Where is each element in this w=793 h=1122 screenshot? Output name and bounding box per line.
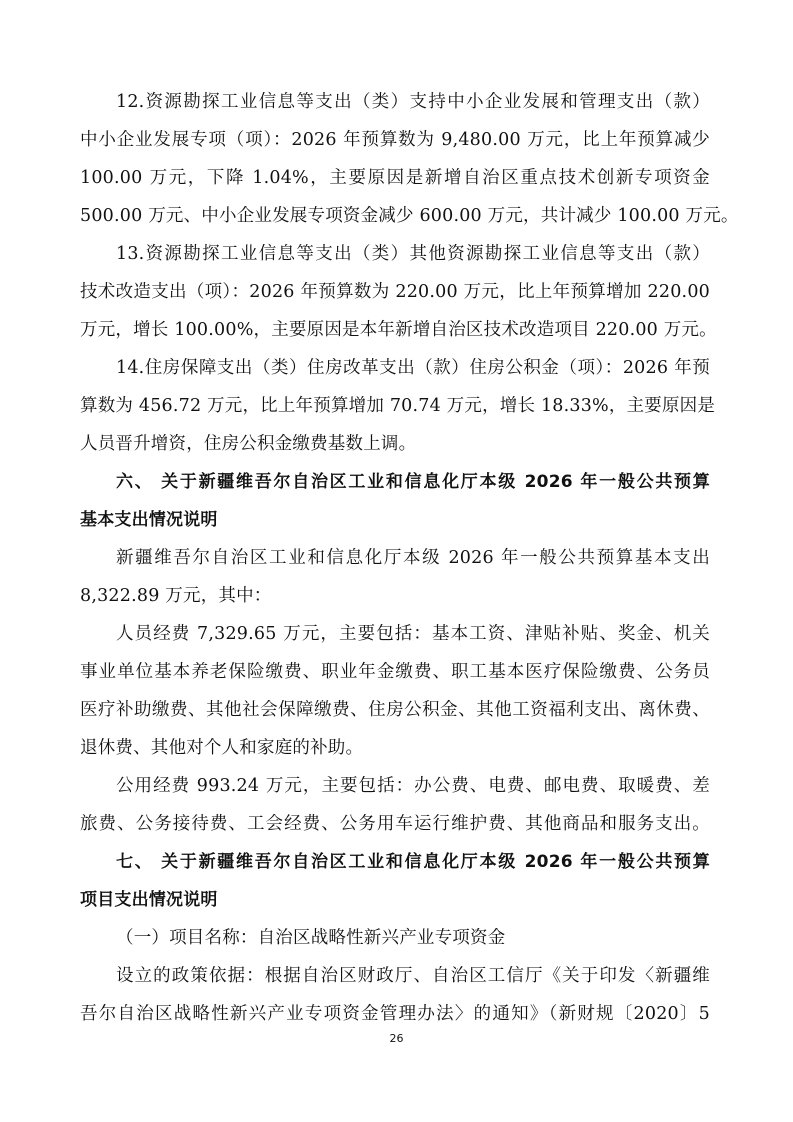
public-line-2: 旅费、公务接待费、工会经费、公务用车运行维护费、其他商品和服务支出。 bbox=[80, 814, 710, 834]
policy-line-2: 吾尔自治区战略性新兴产业专项资金管理办法〉的通知》（新财规〔2020〕5 bbox=[80, 1004, 710, 1024]
personnel-line-2: 事业单位基本养老保险缴费、职业年金缴费、职工基本医疗保险缴费、公务员 bbox=[80, 662, 710, 682]
policy-line-1: 设立的政策依据：根据自治区财政厅、自治区工信厅《关于印发〈新疆维 bbox=[116, 966, 710, 986]
section-7-heading-line-2: 项目支出情况说明 bbox=[80, 890, 218, 910]
project-name: （一）项目名称：自治区战略性新兴产业专项资金 bbox=[116, 928, 506, 948]
section-6-heading-line-1: 六、 关于新疆维吾尔自治区工业和信息化厅本级 2026 年一般公共预算 bbox=[116, 472, 710, 492]
item-12-line-4: 500.00 万元、中小企业发展专项资金减少 600.00 万元，共计减少 100.00 万元。 bbox=[80, 206, 739, 226]
item-12-line-3: 100.00 万元，下降 1.04%，主要原因是新增自治区重点技术创新专项资金 bbox=[80, 168, 710, 188]
basic-intro-line-1: 新疆维吾尔自治区工业和信息化厅本级 2026 年一般公共预算基本支出 bbox=[116, 548, 710, 568]
section-6-heading-line-2: 基本支出情况说明 bbox=[80, 510, 218, 530]
item-13-line-1: 13.资源勘探工业信息等支出（类）其他资源勘探工业信息等支出（款） bbox=[116, 244, 710, 264]
item-12-line-2: 中小企业发展专项（项）：2026 年预算数为 9,480.00 万元，比上年预算减少 bbox=[80, 130, 710, 150]
basic-intro-line-2: 8,322.89 万元，其中： bbox=[80, 586, 272, 606]
item-14-line-1: 14.住房保障支出（类）住房改革支出（款）住房公积金（项）：2026 年预 bbox=[116, 358, 710, 378]
item-14-line-2: 算数为 456.72 万元，比上年预算增加 70.74 万元，增长 18.33%，主要原因是 bbox=[80, 396, 716, 416]
section-7-heading-line-1: 七、 关于新疆维吾尔自治区工业和信息化厅本级 2026 年一般公共预算 bbox=[116, 852, 710, 872]
page-number: 26 bbox=[389, 1032, 404, 1045]
item-14-line-3: 人员晋升增资，住房公积金缴费基数上调。 bbox=[80, 434, 417, 454]
item-13-line-2: 技术改造支出（项）：2026 年预算数为 220.00 万元，比上年预算增加 220.00 bbox=[80, 282, 710, 302]
personnel-line-4: 退休费、其他对个人和家庭的补助。 bbox=[80, 738, 364, 758]
item-12-line-1: 12.资源勘探工业信息等支出（类）支持中小企业发展和管理支出（款） bbox=[116, 92, 710, 112]
public-line-1: 公用经费 993.24 万元，主要包括：办公费、电费、邮电费、取暖费、差 bbox=[116, 776, 710, 796]
personnel-line-3: 医疗补助缴费、其他社会保障缴费、住房公积金、其他工资福利支出、离休费、 bbox=[80, 700, 710, 720]
personnel-line-1: 人员经费 7,329.65 万元，主要包括：基本工资、津贴补贴、奖金、机关 bbox=[116, 624, 710, 644]
item-13-line-3: 万元，增长 100.00%，主要原因是本年新增自治区技术改造项目 220.00 万元。 bbox=[80, 320, 717, 340]
